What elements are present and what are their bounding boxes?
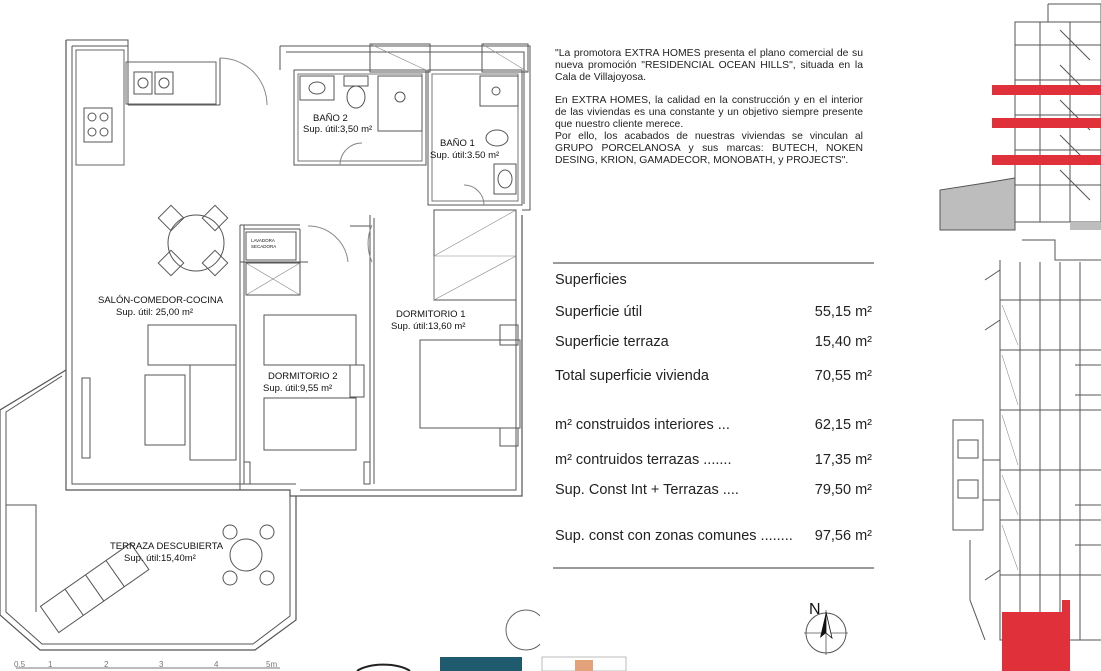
dorm2-name: DORMITORIO 2 xyxy=(268,371,338,382)
floor-highlight xyxy=(992,155,1101,165)
row-label: Total superficie vivienda xyxy=(555,368,709,384)
floor-highlight xyxy=(992,85,1101,95)
terraza-area: Sup. útil:15,40m² xyxy=(124,553,196,564)
row-label: Superficie útil xyxy=(555,304,643,320)
floor-highlight xyxy=(992,118,1101,128)
bano1-area: Sup. útil:3.50 m² xyxy=(430,150,500,161)
scale-label: 3 xyxy=(159,660,164,669)
bano2-name: BAÑO 2 xyxy=(313,113,348,124)
row-label: Sup. const con zonas comunes ........ xyxy=(555,528,793,544)
dorm2-area: Sup. útil:9,55 m² xyxy=(263,383,333,394)
terraza-name: TERRAZA DESCUBIERTA xyxy=(110,541,224,552)
row-label: Sup. Const Int + Terrazas .... xyxy=(555,482,739,498)
scale-label: 2 xyxy=(104,660,109,669)
row-label: m² construidos interiores ... xyxy=(555,417,730,433)
lavadora-line1: LAVADORA xyxy=(251,238,275,243)
row-value: 55,15 m² xyxy=(814,304,872,320)
row-label: Superficie terraza xyxy=(555,334,669,350)
salon-name: SALÓN-COMEDOR-COCINA xyxy=(98,295,224,306)
dorm1-name: DORMITORIO 1 xyxy=(396,309,466,320)
salon-area: Sup. útil: 25,00 m² xyxy=(116,307,194,318)
description-paragraph: En EXTRA HOMES, la calidad en la construcción y en el interior de las viviendas es una constante y un objetivo siempre presente que nuestro cliente merece. xyxy=(555,95,863,130)
scale-label: 5m xyxy=(266,660,278,669)
dorm1-area: Sup. útil:13,60 m² xyxy=(391,321,466,332)
row-label: m² contruidos terrazas ....... xyxy=(555,452,732,468)
row-value: 15,40 m² xyxy=(814,334,872,350)
scale-label: 0.5 xyxy=(14,660,26,669)
row-value: 97,56 m² xyxy=(814,528,872,544)
row-value: 79,50 m² xyxy=(814,482,872,498)
description-paragraph: "La promotora EXTRA HOMES presenta el plano comercial de su nueva promoción "RESIDENCIAL OCEAN HILLS", situada en la Cala de Villajoyosa. xyxy=(555,48,863,83)
north-label: N xyxy=(809,601,821,618)
row-value: 62,15 m² xyxy=(814,417,872,433)
row-value: 17,35 m² xyxy=(814,452,872,468)
lavadora-line2: SECADORA xyxy=(251,244,277,249)
bano1-name: BAÑO 1 xyxy=(440,138,475,149)
scale-label: 4 xyxy=(214,660,219,669)
row-value: 70,55 m² xyxy=(814,368,872,384)
surfaces-title: Superficies xyxy=(555,272,627,288)
description-paragraph: Por ello, los acabados de nuestras viviendas se vinculan al GRUPO PORCELANOSA y sus marcas: BUTECH, NOKEN DESING, KRION, GAMADECOR, MONOBATH, y PROJECTS". xyxy=(555,131,863,166)
scale-label: 1 xyxy=(48,660,53,669)
bano2-area: Sup. útil:3,50 m² xyxy=(303,124,373,135)
